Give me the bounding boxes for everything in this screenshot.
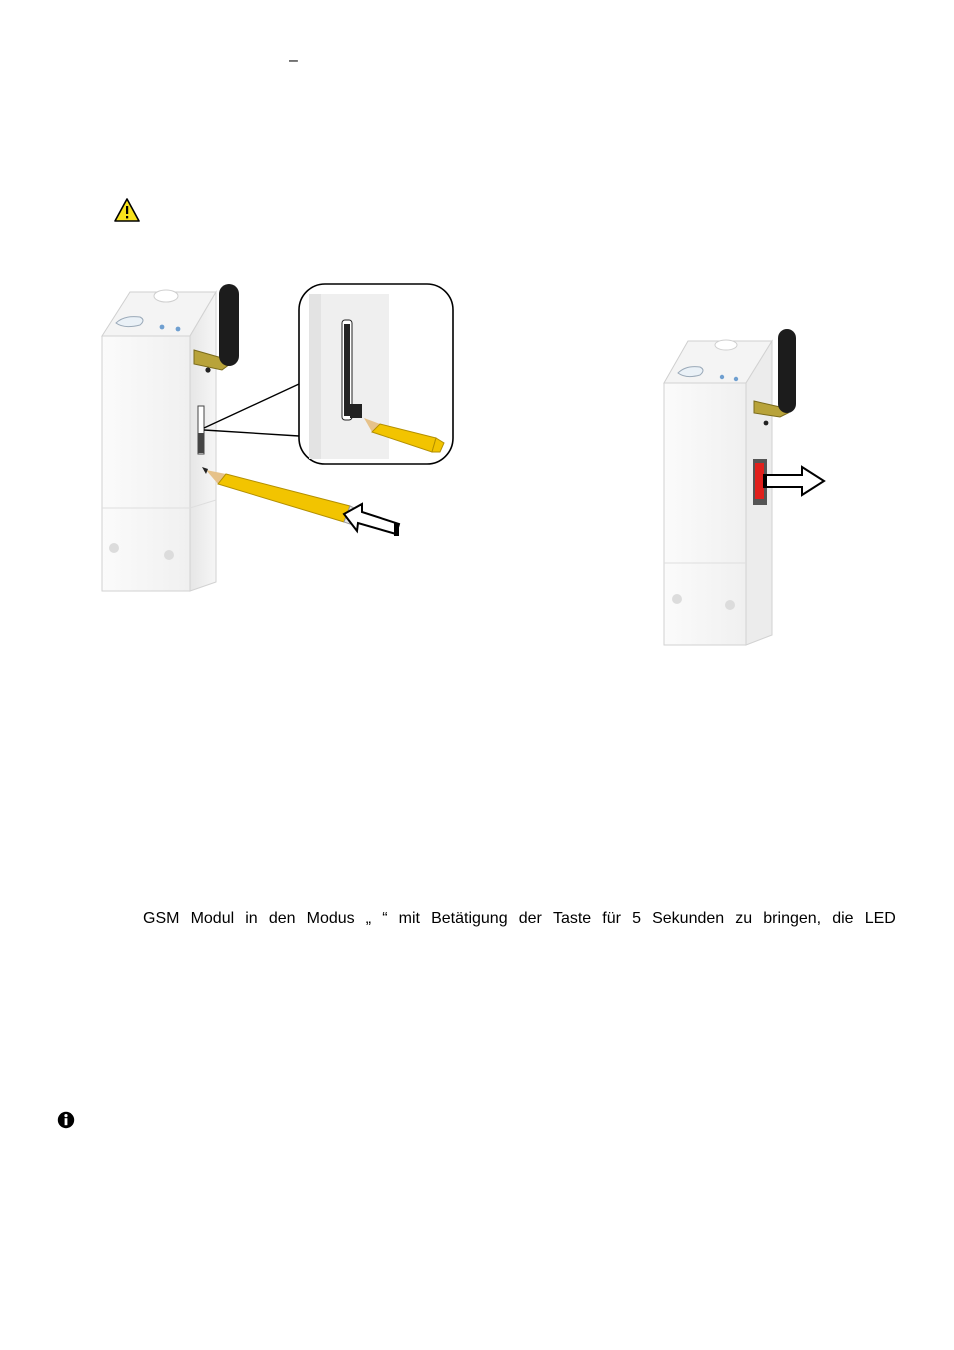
word: LED: [864, 910, 896, 927]
instruction-text: [143, 909, 896, 929]
word: die: [832, 910, 854, 927]
zoom-callout: [204, 284, 453, 464]
word: bringen,: [763, 910, 822, 927]
device-eject-illustration: [94, 278, 466, 608]
pencil: [202, 467, 356, 524]
word: für: [602, 910, 621, 927]
word: Betätigung: [431, 910, 508, 927]
word: „: [365, 910, 372, 927]
word: Sekunden: [652, 910, 725, 927]
word: Taste: [552, 910, 592, 927]
header-dash: –: [289, 52, 298, 69]
word: in: [245, 910, 258, 927]
word: Modus: [306, 910, 355, 927]
word: GSM: [143, 910, 180, 927]
word: der: [518, 910, 542, 927]
info-icon: [57, 1111, 75, 1129]
word: “: [382, 910, 388, 927]
word: 5: [632, 910, 641, 927]
word: den: [268, 910, 296, 927]
push-arrow: [344, 504, 399, 536]
word: mit: [398, 910, 420, 927]
device-body: [102, 290, 216, 591]
sim-tray-ejected-illustration: [650, 325, 840, 660]
word: Modul: [190, 910, 235, 927]
word: zu: [735, 910, 753, 927]
warning-icon: [114, 198, 140, 222]
